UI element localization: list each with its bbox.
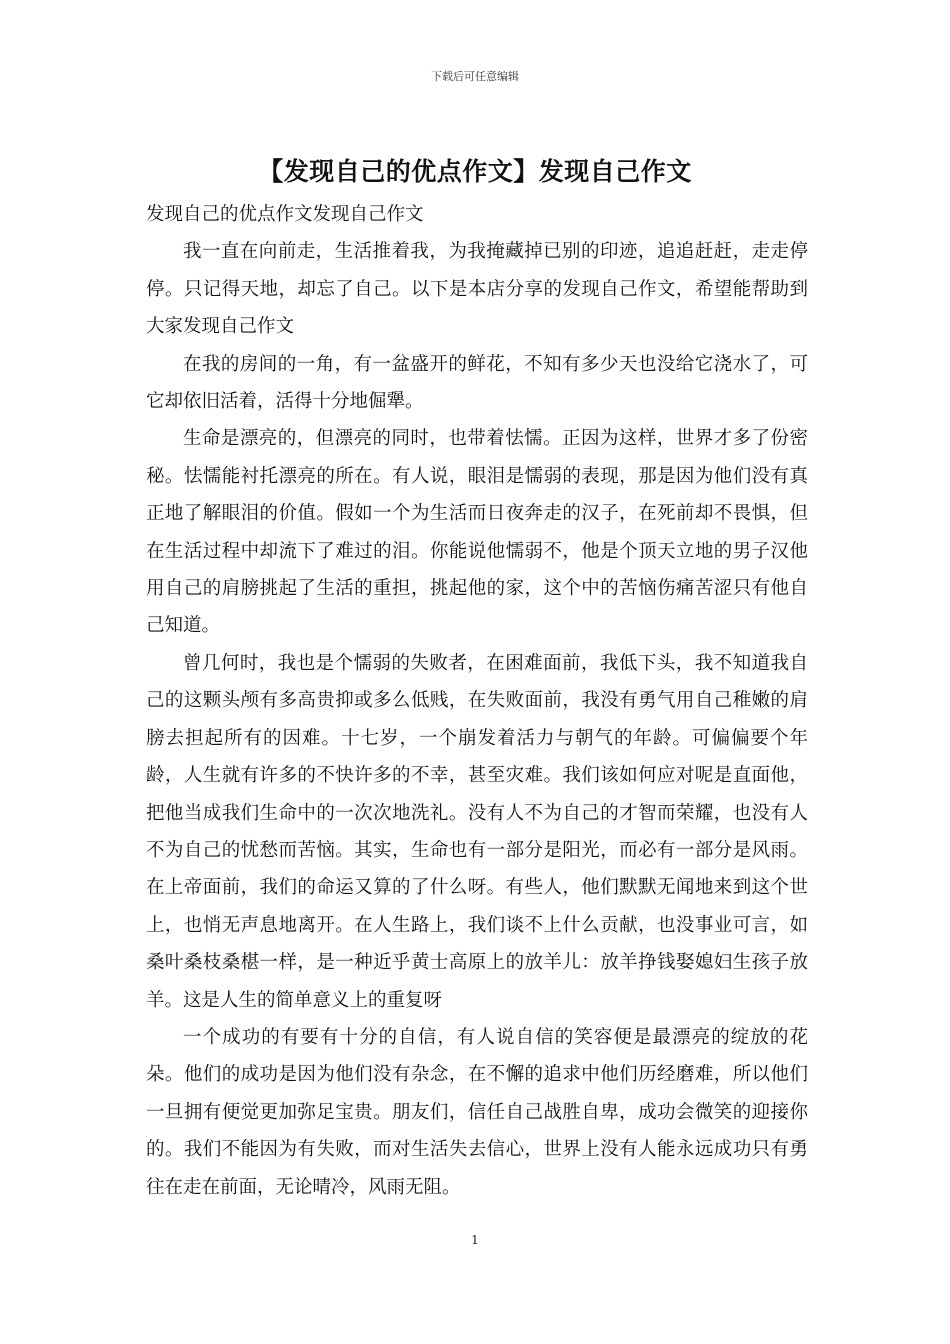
paragraph: 曾几何时，我也是个懦弱的失败者，在困难面前，我低下头，我不知道我自己的这颗头颅有多高贵抑或多么低贱，在失败面前，我没有勇气用自己稚嫩的肩膀去担起所有的因难。十七岁，一个崩发着活力与朝气的年龄。可偏偏要个年龄，人生就有许多的不快许多的不幸，甚至灾难。我们该如何应对呢是直面他，把他当成我们生命中的一次次地洗礼。没有人不为自己的才智而荣耀，也没有人不为自己的忧愁而苦恼。其实，生命也有一部分是阳光，而必有一部分是风雨。在上帝面前，我们的命运又算的了什么呀。有些人，他们默默无闻地来到这个世上，也悄无声息地离开。在人生路上，我们谈不上什么贡献，也没事业可言，如桑叶桑枝桑椹一样，是一种近乎黄士高原上的放羊儿：放羊挣钱娶媳妇生孩子放羊。这是人生的简单意义上的重复呀 (146, 652, 808, 1011)
paragraph: 在我的房间的一角，有一盆盛开的鲜花，不知有多少天也没给它浇水了，可它却依旧活着，活得十分地倔犟。 (146, 353, 808, 413)
document-title: 【发现自己的优点作文】发现自己作文 (258, 157, 692, 186)
header-note: 下载后可任意编辑 (431, 70, 519, 83)
document-body (146, 196, 808, 1206)
paragraph: 生命是漂亮的，但漂亮的同时，也带着怯懦。正因为这样，世界才多了份密秘。怯懦能衬托漂亮的所在。有人说，眼泪是懦弱的表现，那是因为他们没有真正地了解眼泪的价值。假如一个为生活而日夜奔走的汉子，在死前却不畏惧，但在生活过程中却流下了难过的泪。你能说他懦弱不，他是个顶天立地的男子汉他用自己的肩膀挑起了生活的重担，挑起他的家，这个中的苦恼伤痛苦涩只有他自己知道。 (146, 428, 808, 637)
page-number: 1 (471, 1233, 479, 1247)
paragraph: 一个成功的有要有十分的自信，有人说自信的笑容便是最漂亮的绽放的花朵。他们的成功是因为他们没有杂念，在不懈的追求中他们历经磨难，所以他们一旦拥有便觉更加弥足宝贵。朋友们，信任自己战胜自卑，成功会微笑的迎接你的。我们不能因为有失败，而对生活失去信心，世界上没有人能永远成功只有勇往在走在前面，无论晴冷，风雨无阻。 (146, 1026, 808, 1198)
paragraph: 我一直在向前走，生活推着我，为我掩藏掉已别的印迹，追追赶赶，走走停停。只记得天地，却忘了自己。以下是本店分享的发现自己作文，希望能帮助到大家发现自己作文 (146, 241, 808, 338)
document-subtitle: 发现自己的优点作文发现自己作文 (146, 204, 424, 225)
